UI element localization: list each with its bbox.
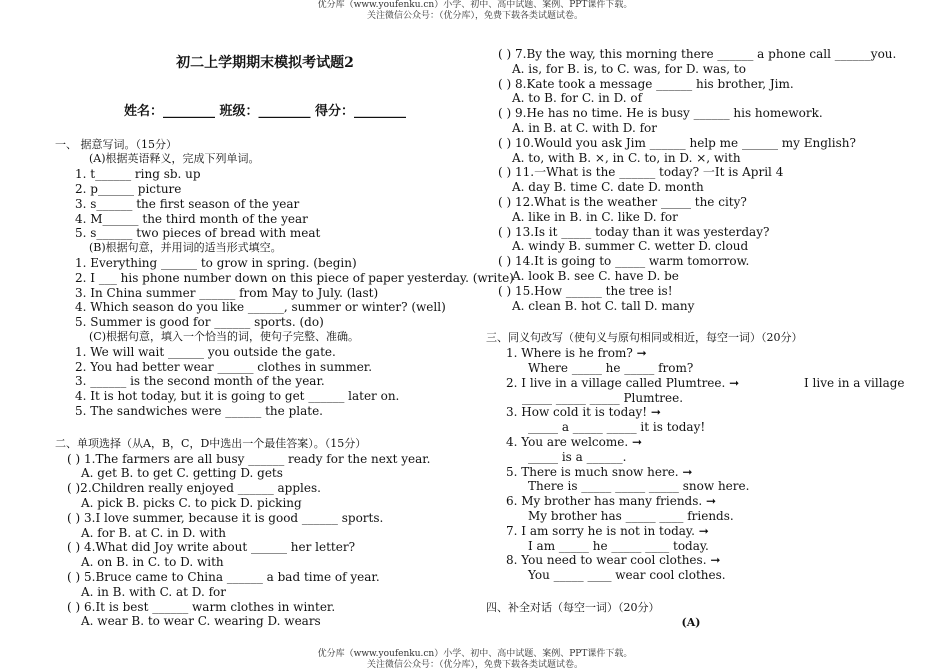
section-2-questions-right — [486, 47, 926, 313]
list-item: 2. I ___ his phone number down on this piece of paper yesterday. (write) — [75, 270, 514, 285]
question-options: A. day B. time C. date D. month — [512, 180, 704, 195]
list-item: 1. Everything ______ to grow in spring. (begin) — [75, 255, 357, 270]
question: ( ) 12.What is the weather _____ the city? — [498, 194, 747, 209]
section-2-questions-left — [55, 452, 475, 630]
question: ( )2.Children really enjoyed ______ apples. — [67, 481, 321, 496]
section-2-heading: 二、单项选择（从A，B，C，D中选出一个最佳答案）。（15分） — [55, 436, 367, 450]
question-options: A. windy B. summer C. wetter D. cloud — [512, 239, 749, 254]
list-item: 1. t______ ring sb. up — [75, 167, 201, 182]
question: ( ) 3.I love summer, because it is good ______ sports. — [67, 510, 384, 525]
rewrite-question-extra: I live in a village — [804, 375, 905, 390]
list-item: 3. s______ the first season of the year — [75, 196, 300, 211]
left-column — [55, 40, 514, 629]
rewrite-question: 7. I am sorry he is not in today. ➞ — [506, 523, 709, 538]
question: ( ) 13.Is it _____ today than it was yesterday? — [498, 224, 770, 239]
section-1-part-b — [55, 255, 514, 330]
question-options: A. wear B. to wear C. wearing D. wears — [81, 614, 321, 629]
rewrite-question: 5. There is much snow here. ➞ — [506, 464, 693, 479]
list-item: 4. It is hot today, but it is going to get ______ later on. — [75, 389, 400, 404]
rewrite-answer: Where _____ he _____ from? — [528, 360, 694, 375]
rewrite-answer: I am _____ he _____ ____ today. — [528, 538, 709, 553]
question: ( ) 7.By the way, this morning there ______ a phone call ______you. — [498, 47, 897, 61]
rewrite-answer: My brother has _____ ____ friends. — [528, 508, 734, 523]
question-options: A. like in B. in C. like D. for — [512, 209, 678, 224]
rewrite-question: 8. You need to wear cool clothes. ➞ — [506, 553, 721, 568]
student-info-line: 姓名：________ 班级：________ 得分：________ — [123, 103, 407, 119]
rewrite-question: 1. Where is he from? ➞ — [506, 346, 647, 361]
list-item: 2. p______ picture — [75, 181, 182, 196]
question-options: A. on B. in C. to D. with — [81, 555, 224, 570]
question: ( ) 8.Kate took a message ______ his brother, Jim. — [498, 76, 794, 91]
question-options: A. to B. for C. in D. of — [512, 91, 643, 106]
rewrite-answer: There is _____ _____ _____ snow here. — [528, 479, 750, 494]
page-header — [0, 0, 950, 22]
question-options: A. in B. at C. with D. for — [512, 120, 657, 135]
list-item: 4. Which season do you like ______, summer or winter? (well) — [75, 300, 446, 315]
page-footer — [0, 649, 950, 671]
rewrite-question: 6. My brother has many friends. ➞ — [506, 494, 717, 509]
question-options: A. look B. see C. have D. be — [512, 268, 679, 283]
right-column — [486, 47, 926, 630]
question-options: A. get B. to get C. getting D. gets — [81, 466, 283, 481]
question-options: A. is, for B. is, to C. was, for D. was, to — [512, 61, 746, 76]
section-1-part-c-heading: (C)根据句意，填入一个恰当的词，使句子完整、准确。 — [89, 329, 359, 343]
question: ( ) 10.Would you ask Jim ______ help me ______ my English? — [498, 135, 856, 150]
rewrite-question: 4. You are welcome. ➞ — [506, 434, 643, 449]
section-4-heading: 四、补全对话（每空一词）（20分） — [486, 600, 660, 614]
header-line-2: 关注微信公众号：（优分库），免费下载各类试题试卷。 — [366, 11, 583, 21]
rewrite-answer: _____ a _____ _____ it is today! — [528, 420, 706, 435]
footer-line-2: 关注微信公众号：（优分库），免费下载各类试题试卷。 — [366, 660, 583, 670]
list-item: 2. You had better wear ______ clothes in summer. — [75, 359, 373, 374]
section-3-items — [486, 346, 926, 583]
section-3-heading: 三、同义句改写（使句义与原句相同或相近，每空一词）（20分） — [486, 331, 803, 345]
rewrite-answer: _____ _____ _____ Plumtree. — [522, 390, 684, 405]
section-1-part-c — [55, 345, 475, 419]
section-1-part-a — [55, 167, 475, 241]
rewrite-question — [486, 376, 926, 391]
question: ( ) 9.He has no time. He is busy ______ his homework. — [498, 106, 823, 121]
question: ( ) 5.Bruce came to China ______ a bad time of year. — [67, 569, 380, 584]
question-options: A. clean B. hot C. tall D. many — [512, 298, 695, 313]
rewrite-answer: You _____ ____ wear cool clothes. — [528, 568, 726, 583]
rewrite-question: 3. How cold it is today! ➞ — [506, 405, 661, 420]
question: ( ) 14.It is going to _____ warm tomorrow. — [498, 254, 750, 269]
list-item: 4. M______ the third month of the year — [75, 211, 308, 226]
exam-title: 初二上学期期末模拟考试题2 — [176, 55, 354, 71]
question: ( ) 15.How ______ the tree is! — [498, 283, 673, 298]
section-4-sub-a: (A) — [681, 615, 701, 629]
list-item: 1. We will wait ______ you outside the gate. — [75, 344, 336, 359]
section-1-part-b-heading: (B)根据句意，并用词的适当形式填空。 — [89, 241, 282, 255]
list-item: 5. The sandwiches were ______ the plate. — [75, 403, 323, 418]
rewrite-answer: _____ is a ______. — [528, 449, 627, 464]
question-options: A. pick B. picks C. to pick D. picking — [81, 495, 302, 510]
question-options: A. in B. with C. at D. for — [81, 584, 226, 599]
question: ( ) 4.What did Joy write about ______ her letter? — [67, 540, 355, 555]
header-line-1: 优分库（www.youfenku.cn）小学、初中、高中试题、案例、PPT课件下载。 — [317, 0, 633, 10]
question: ( ) 11.一What is the ______ today? 一It is April 4 — [498, 165, 784, 180]
question-options: A. for B. at C. in D. with — [81, 525, 226, 540]
list-item: 3. In China summer ______ from May to July. (last) — [75, 285, 379, 300]
list-item: 5. Summer is good for ______ sports. (do) — [75, 315, 324, 330]
list-item: 3. ______ is the second month of the year. — [75, 374, 325, 389]
footer-line-1: 优分库（www.youfenku.cn）小学、初中、高中试题、案例、PPT课件下载。 — [317, 649, 633, 659]
question-options: A. to, with B. ×, in C. to, in D. ×, with — [512, 150, 741, 165]
section-1-part-a-heading: (A)根据英语释义，完成下列单词。 — [89, 152, 260, 166]
section-1-heading: 一、 据意写词。（15分） — [55, 137, 177, 151]
rewrite-question-text: 2. I live in a village called Plumtree. ➞ — [506, 375, 740, 390]
question: ( ) 1.The farmers are all busy ______ ready for the next year. — [67, 451, 431, 466]
question: ( ) 6.It is best ______ warm clothes in winter. — [67, 599, 336, 614]
list-item: 5. s______ two pieces of bread with meat — [75, 226, 321, 241]
